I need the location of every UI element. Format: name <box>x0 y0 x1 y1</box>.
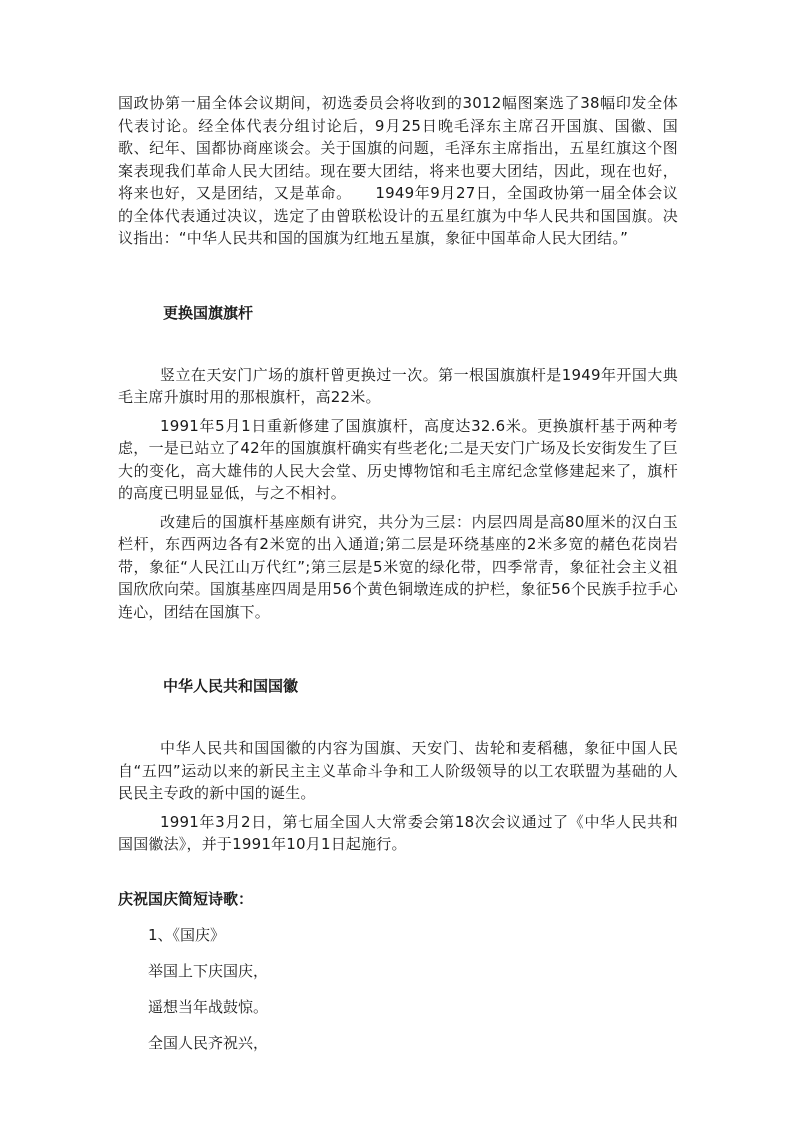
flagpole-paragraph-3: 改建后的国旗杆基座颇有讲究，共分为三层：内层四周是高80厘米的汉白玉栏杆，东西两边各有2米宽的出入通道;第二层是环绕基座的2米多宽的赭色花岗岩带，象征“人民江山万代红”;第三层是5米宽的绿化带，四季常青，象征社会主义祖国欣欣向荣。国旗基座四周是用56个黄色铜墩连成的护栏，象征56个民族手拉手心连心，团结在国旗下。 <box>118 512 678 621</box>
emblem-section-heading: 中华人民共和国国徽 <box>163 677 299 695</box>
document-page <box>118 92 678 1054</box>
flagpole-paragraph-1: 竖立在天安门广场的旗杆曾更换过一次。第一根国旗旗杆是1949年开国大典毛主席升旗时用的那根旗杆，高22米。 <box>118 365 678 406</box>
poem-line-1: 举国上下庆国庆， <box>148 961 269 980</box>
emblem-paragraph-1: 中华人民共和国国徽的内容为国旗、天安门、齿轮和麦稻穗，象征中国人民自“五四”运动以来的新民主主义革命斗争和工人阶级领导的以工农联盟为基础的人民民主专政的新中国的诞生。 <box>118 739 678 802</box>
poem-line-3: 全国人民齐祝兴， <box>148 1033 269 1052</box>
poem-line-2: 遥想当年战鼓惊。 <box>148 997 269 1016</box>
flagpole-section-heading: 更换国旗旗杆 <box>163 303 254 322</box>
intro-paragraph: 国政协第一届全体会议期间，初选委员会将收到的3012幅图案选了38幅印发全体代表讨论。经全体代表分组讨论后，9月25日晚毛泽东主席召开国旗、国徽、国歌、纪年、国都协商座谈会。关于国旗的问题，毛泽东主席指出，五星红旗这个图案表现我们革命人民大团结。现在要大团结，将来也要大团结，因此，现在也好，将来也好，又是团结，又是革命。 1949年9月27日，全国政协第一届全体会议的全体代表通过决议，选定了由曾联松设计的五星红旗为中华人民共和国国旗。决议指出：“中华人民共和国的国旗为红地五星旗，象征中国革命人民大团结。” <box>118 94 678 247</box>
emblem-paragraph-2: 1991年3月2日，第七届全国人大常委会第18次会议通过了《中华人民共和国国徽法》，并于1991年10月1日起施行。 <box>118 812 678 853</box>
poem-title: 1、《国庆》 <box>148 925 226 944</box>
flagpole-paragraph-2: 1991年5月1日重新修建了国旗旗杆，高度达32.6米。更换旗杆基于两种考虑，一是已站立了42年的国旗旗杆确实有些老化;二是天安门广场及长安街发生了巨大的变化，高大雄伟的人民大会堂、历史博物馆和毛主席纪念堂修建起来了，旗杆的高度已明显显低，与之不相衬。 <box>118 416 678 502</box>
poems-section-title: 庆祝国庆简短诗歌： <box>118 889 254 908</box>
